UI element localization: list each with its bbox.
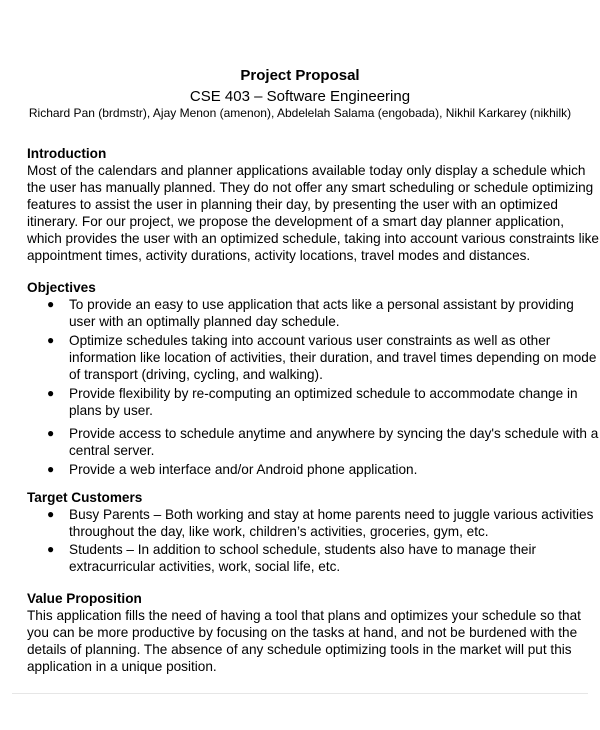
page-divider [12, 693, 588, 694]
target-customers-heading: Target Customers [27, 490, 143, 505]
list-item [27, 332, 597, 383]
list-item-line: user with an optimally planned day schedule. [69, 314, 340, 329]
list-item-line: throughout the day, like work, children’s activities, groceries, gym, etc. [69, 524, 489, 539]
list-item [27, 506, 594, 540]
list-item-line: central server. [69, 443, 155, 458]
paragraph-line: appointment times, activity durations, activity locations, travel modes and distances. [27, 248, 531, 263]
objectives-list [27, 296, 599, 478]
paragraph-line: the user has manually planned. They do not offer any smart scheduling or schedule optimizing [27, 180, 594, 195]
paragraph-line: which provides the user with an optimized schedule, taking into account various constraints like [27, 231, 599, 246]
list-item [27, 461, 587, 478]
list-item-line: information like location of activities, their duration, and travel times depending on mode [69, 350, 597, 365]
list-item [27, 296, 587, 330]
paragraph-line: This application fills the need of having a tool that plans and optimizes your schedule so that [27, 608, 581, 623]
list-item-line: Provide a web interface and/or Android phone application. [69, 462, 418, 477]
list-item-line: of transport (driving, cycling, and walking). [69, 367, 323, 382]
list-item-line: Provide flexibility by re-computing an optimized schedule to accommodate change in [69, 386, 578, 401]
list-item-line: Provide access to schedule anytime and anywhere by syncing the day's schedule with a [69, 426, 599, 441]
list-item-line: Busy Parents – Both working and stay at home parents need to juggle various activities [69, 507, 594, 522]
list-item [27, 425, 599, 459]
paragraph-line: application in a unique position. [27, 659, 217, 674]
value-proposition-heading: Value Proposition [27, 591, 142, 606]
section-objectives [27, 279, 599, 478]
paragraph-line: itinerary. For our project, we propose the development of a smart day planner application, [27, 214, 564, 229]
bullet-icon: ● [47, 462, 55, 476]
bullet-icon: ● [47, 507, 55, 521]
authors-line: Richard Pan (brdmstr), Ajay Menon (amenon), Abdelelah Salama (engobada), Nikhil Karkarey (nikhilk) [28, 106, 572, 120]
bullet-icon: ● [47, 542, 55, 556]
paragraph-line: you can be more productive by focusing on the tasks at hand, and not be burdened with the [27, 625, 578, 640]
target-customers-list [27, 506, 594, 575]
list-item-line: plans by user. [69, 403, 153, 418]
section-target-customers [27, 489, 594, 575]
list-item-line: extracurricular activities, work, social life, etc. [69, 559, 341, 574]
list-item-line: To provide an easy to use application that acts like a personal assistant by providing [69, 297, 574, 312]
list-item-line: Students – In addition to school schedule, students also have to manage their [69, 542, 537, 557]
list-item [27, 385, 587, 419]
paragraph-line: features to assist the user in planning their day, by presenting the user with an optimized [27, 197, 558, 212]
section-value-proposition [27, 590, 587, 675]
list-item-line: Optimize schedules taking into account various user constraints as well as other [69, 333, 551, 348]
objectives-heading: Objectives [27, 280, 96, 295]
course-title: CSE 403 – Software Engineering [189, 88, 411, 105]
bullet-icon: ● [47, 297, 55, 311]
value-proposition-paragraph [27, 607, 587, 675]
paragraph-line: details of planning. The absence of any schedule optimizing tools in the market will put this [27, 642, 572, 657]
introduction-heading: Introduction [27, 146, 107, 161]
document-title: Project Proposal [240, 67, 360, 84]
bullet-icon: ● [47, 386, 55, 400]
list-item [27, 541, 587, 575]
paragraph-line: Most of the calendars and planner applications available today only display a schedule which [27, 163, 586, 178]
section-introduction [27, 145, 599, 264]
bullet-icon: ● [47, 333, 55, 347]
bullet-icon: ● [47, 426, 55, 440]
introduction-paragraph [27, 162, 599, 264]
